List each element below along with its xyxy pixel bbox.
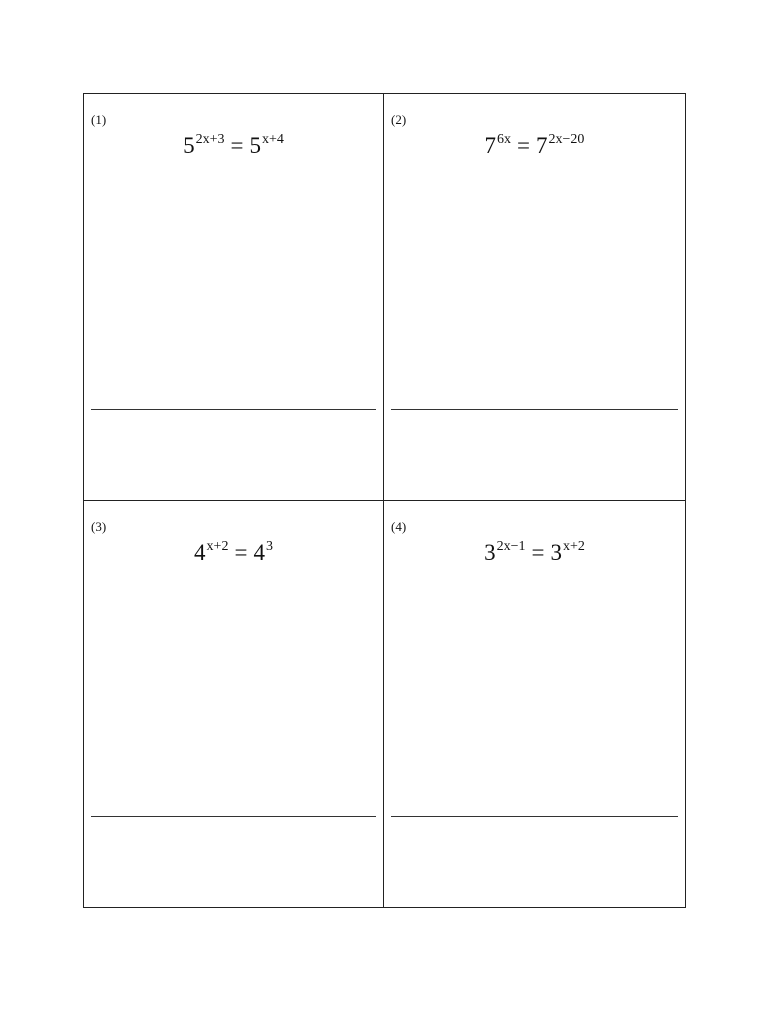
problem-cell-1 (84, 94, 384, 501)
problem-number: (3) (91, 519, 107, 534)
equals-sign: = (531, 540, 545, 565)
rhs-exponent: x+4 (261, 132, 284, 147)
problem-cell-3 (84, 501, 384, 907)
problem-number: (1) (91, 112, 107, 127)
answer-line (91, 816, 376, 817)
lhs-exponent: x+2 (206, 539, 229, 554)
rhs-exponent: x+2 (562, 539, 585, 554)
answer-line (391, 816, 678, 817)
rhs-exponent: 3 (265, 539, 273, 554)
answer-line (91, 409, 376, 410)
answer-line (391, 409, 678, 410)
problem-number: (2) (391, 112, 407, 127)
equals-sign: = (230, 133, 244, 158)
equation (384, 541, 685, 564)
lhs-exponent: 2x+3 (195, 132, 225, 147)
equation (84, 134, 383, 157)
equation (84, 541, 383, 564)
problem-cell-4 (384, 501, 685, 907)
rhs-base: 5 (249, 133, 261, 158)
rhs-base: 4 (253, 540, 265, 565)
rhs-base: 3 (550, 540, 562, 565)
worksheet-grid (83, 93, 686, 908)
lhs-base: 3 (484, 540, 496, 565)
equation (384, 134, 685, 157)
lhs-base: 4 (194, 540, 206, 565)
lhs-base: 5 (183, 133, 195, 158)
lhs-exponent: 6x (497, 132, 512, 147)
equals-sign: = (517, 133, 531, 158)
rhs-base: 7 (536, 133, 548, 158)
equals-sign: = (234, 540, 248, 565)
lhs-base: 7 (484, 133, 497, 158)
rhs-exponent: 2x−20 (548, 132, 585, 147)
problem-number: (4) (391, 519, 407, 534)
problem-cell-2 (384, 94, 685, 501)
lhs-exponent: 2x−1 (496, 539, 526, 554)
